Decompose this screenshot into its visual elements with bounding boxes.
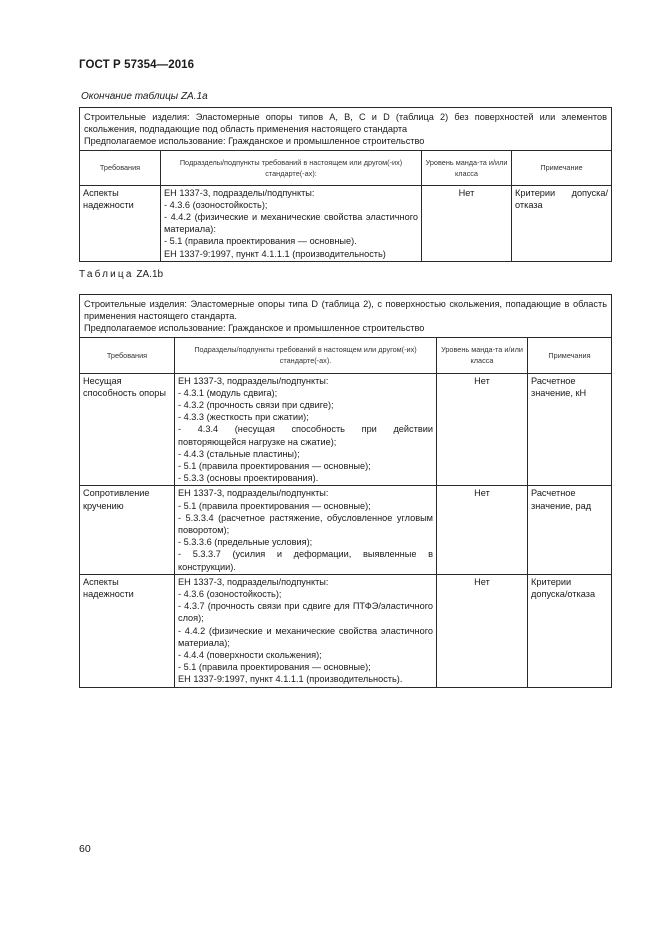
clause-line: - 5.1 (правила проектирования — основные); <box>178 500 371 511</box>
column-header: Примечания <box>528 337 612 373</box>
clause-line: - 4.4.2 (физические и механические свойства эластичного материала): <box>164 212 418 235</box>
clause-line: - 5.3.3.7 (усилия и деформации, выявленные в конструкции). <box>178 549 433 572</box>
note-cell: Расчетное значение, рад <box>528 486 612 574</box>
table-a-banner <box>80 108 612 151</box>
note-cell: Критерии допуска/отказа <box>528 574 612 687</box>
table-b-caption-number: ZA.1b <box>136 269 164 280</box>
note-cell: Расчетное значение, кН <box>528 373 612 486</box>
note-cell: Критерии допуска/отказа <box>512 185 612 261</box>
clauses-cell <box>175 574 437 687</box>
level-cell: Нет <box>437 574 528 687</box>
clause-line: - 4.3.2 (прочность связи при сдвиге); <box>178 400 334 411</box>
clause-line: - 4.4.4 (поверхности скольжения); <box>178 650 322 661</box>
requirement-cell: Аспекты надежности <box>80 574 175 687</box>
clauses-cell <box>161 185 422 261</box>
clauses-cell <box>175 373 437 486</box>
clauses-cell <box>175 486 437 574</box>
table-b-caption-prefix: Таблица <box>79 269 134 280</box>
table-row <box>80 486 612 574</box>
clause-line: ЕН 1337-3, подразделы/подпункты: <box>178 375 329 386</box>
column-header: Требования <box>80 337 175 373</box>
column-header: Уровень манда-та и/или класса <box>437 337 528 373</box>
banner-line: Строительные изделия: Эластомерные опоры типа D (таблица 2), с поверхностью скольжения, попадающие в область применения настоящего стандарта. <box>84 299 607 322</box>
banner-line: Строительные изделия: Эластомерные опоры типов А, В, С и D (таблица 2) без поверхностей или элементов скольжения, подпадающие под область применения настоящего стандарта <box>84 112 607 135</box>
table-row <box>80 373 612 486</box>
clause-line: - 4.4.3 (стальные пластины); <box>178 448 300 459</box>
clause-line: - 4.3.1 (модуль сдвига); <box>178 387 278 398</box>
document-id: ГОСТ Р 57354—2016 <box>79 59 195 71</box>
level-cell: Нет <box>437 373 528 486</box>
banner-line: Предполагаемое использование: Гражданское и промышленное строительство <box>84 136 425 147</box>
clause-line: - 5.1 (правила проектирования — основные). <box>164 236 357 247</box>
clause-line: - 5.3.3 (основы проектирования). <box>178 473 319 484</box>
requirement-cell: Аспекты надежности <box>80 185 161 261</box>
clause-line: - 4.3.3 (жесткость при сжатии); <box>178 412 309 423</box>
clause-line: - 4.3.6 (озоностойкость); <box>178 589 282 600</box>
column-header: Уровень манда-та и/или класса <box>422 150 512 185</box>
column-header: Подразделы/подпункты требований в настоящем или другом(-их) стандарте(-ах): <box>161 150 422 185</box>
clause-line: - 4.3.7 (прочность связи при сдвиге для ПТФЭ/эластичного слоя); <box>178 601 433 624</box>
clause-line: ЕН 1337-9:1997, пункт 4.1.1.1 (производительность). <box>178 674 403 685</box>
clause-line: ЕН 1337-3, подразделы/подпункты: <box>178 488 329 499</box>
level-cell: Нет <box>422 185 512 261</box>
clause-line: - 5.1 (правила проектирования — основные); <box>178 662 371 673</box>
clause-line: ЕН 1337-9:1997, пункт 4.1.1.1 (производительность) <box>164 248 386 259</box>
table-row <box>80 185 612 261</box>
clause-line: - 5.3.3.4 (расчетное растяжение, обусловленное угловым поворотом); <box>178 512 433 536</box>
table-b-banner <box>80 295 612 338</box>
table-za1a <box>79 107 612 262</box>
clause-line: ЕН 1337-3, подразделы/подпункты: <box>164 187 315 198</box>
clause-line: - 5.3.3.6 (предельные условия); <box>178 537 313 548</box>
clause-line: - 4.3.4 (несущая способность при действии повторяющейся нагрузке на сжатие); <box>178 424 433 447</box>
column-header: Подразделы/подпункты требований в настоящем или другом(-их) стандарте(-ах). <box>175 337 437 373</box>
clause-line: - 5.1 (правила проектирования — основные); <box>178 461 371 472</box>
level-cell: Нет <box>437 486 528 574</box>
clause-line: - 4.3.6 (озоностойкость); <box>164 199 268 210</box>
table-a-caption: Окончание таблицы ZA.1a <box>81 91 208 102</box>
column-header: Требования <box>80 150 161 185</box>
clause-line: - 4.4.2 (физические и механические свойства эластичного материала); <box>178 625 433 648</box>
requirement-cell: Несущая способность опоры <box>80 373 175 486</box>
table-za1b <box>79 294 612 688</box>
table-b-caption <box>79 269 163 280</box>
banner-line: Предполагаемое использование: Гражданское и промышленное строительство <box>84 323 425 334</box>
table-row <box>80 574 612 687</box>
requirement-cell: Сопротивление кручению <box>80 486 175 574</box>
page-number: 60 <box>79 843 91 855</box>
clause-line: ЕН 1337-3, подразделы/подпункты: <box>178 576 329 587</box>
column-header: Примечание <box>512 150 612 185</box>
